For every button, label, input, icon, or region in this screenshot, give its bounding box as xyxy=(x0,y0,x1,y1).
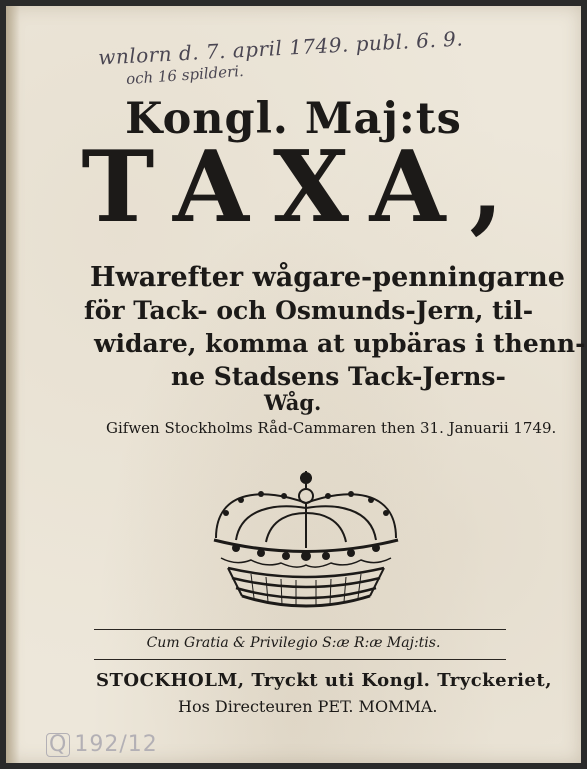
body-line-3: widare, komma at upbäras i thenn- xyxy=(94,329,586,358)
body-line-5: Wåg. xyxy=(264,390,322,415)
handwritten-note-line-2: och 16 spilderi. xyxy=(125,61,245,89)
imprint-line-1: STOCKHOLM, Tryckt uti Kongl. Tryckeriet, xyxy=(96,670,552,691)
library-stamp xyxy=(46,732,158,757)
document-page xyxy=(6,6,586,763)
title-kongl-majts: Kongl. Maj:ts xyxy=(125,94,462,144)
rule-top xyxy=(94,629,506,630)
royal-crown-icon xyxy=(206,468,406,618)
handwritten-note-line-1: wnlorn d. 7. april 1749. publ. 6. 9. xyxy=(97,26,464,70)
title-taxa: TAXA, xyxy=(81,130,528,245)
stamp-letter: Q xyxy=(46,733,70,757)
date-line: Gifwen Stockholms Råd-Cammaren then 31. Januarii 1749. xyxy=(106,419,557,437)
imprint-line-2: Hos Directeuren PET. MOMMA. xyxy=(178,697,438,716)
stamp-number: 192/12 xyxy=(74,732,158,757)
rule-bottom xyxy=(94,659,506,660)
body-line-2: för Tack- och Osmunds-Jern, til- xyxy=(84,296,534,325)
body-line-1: Hwarefter wågare-penningarne xyxy=(90,262,565,293)
privilege-line: Cum Gratia & Privilegio S:æ R:æ Maj:tis. xyxy=(146,635,441,651)
body-line-4: ne Stadsens Tack-Jerns- xyxy=(171,362,506,391)
